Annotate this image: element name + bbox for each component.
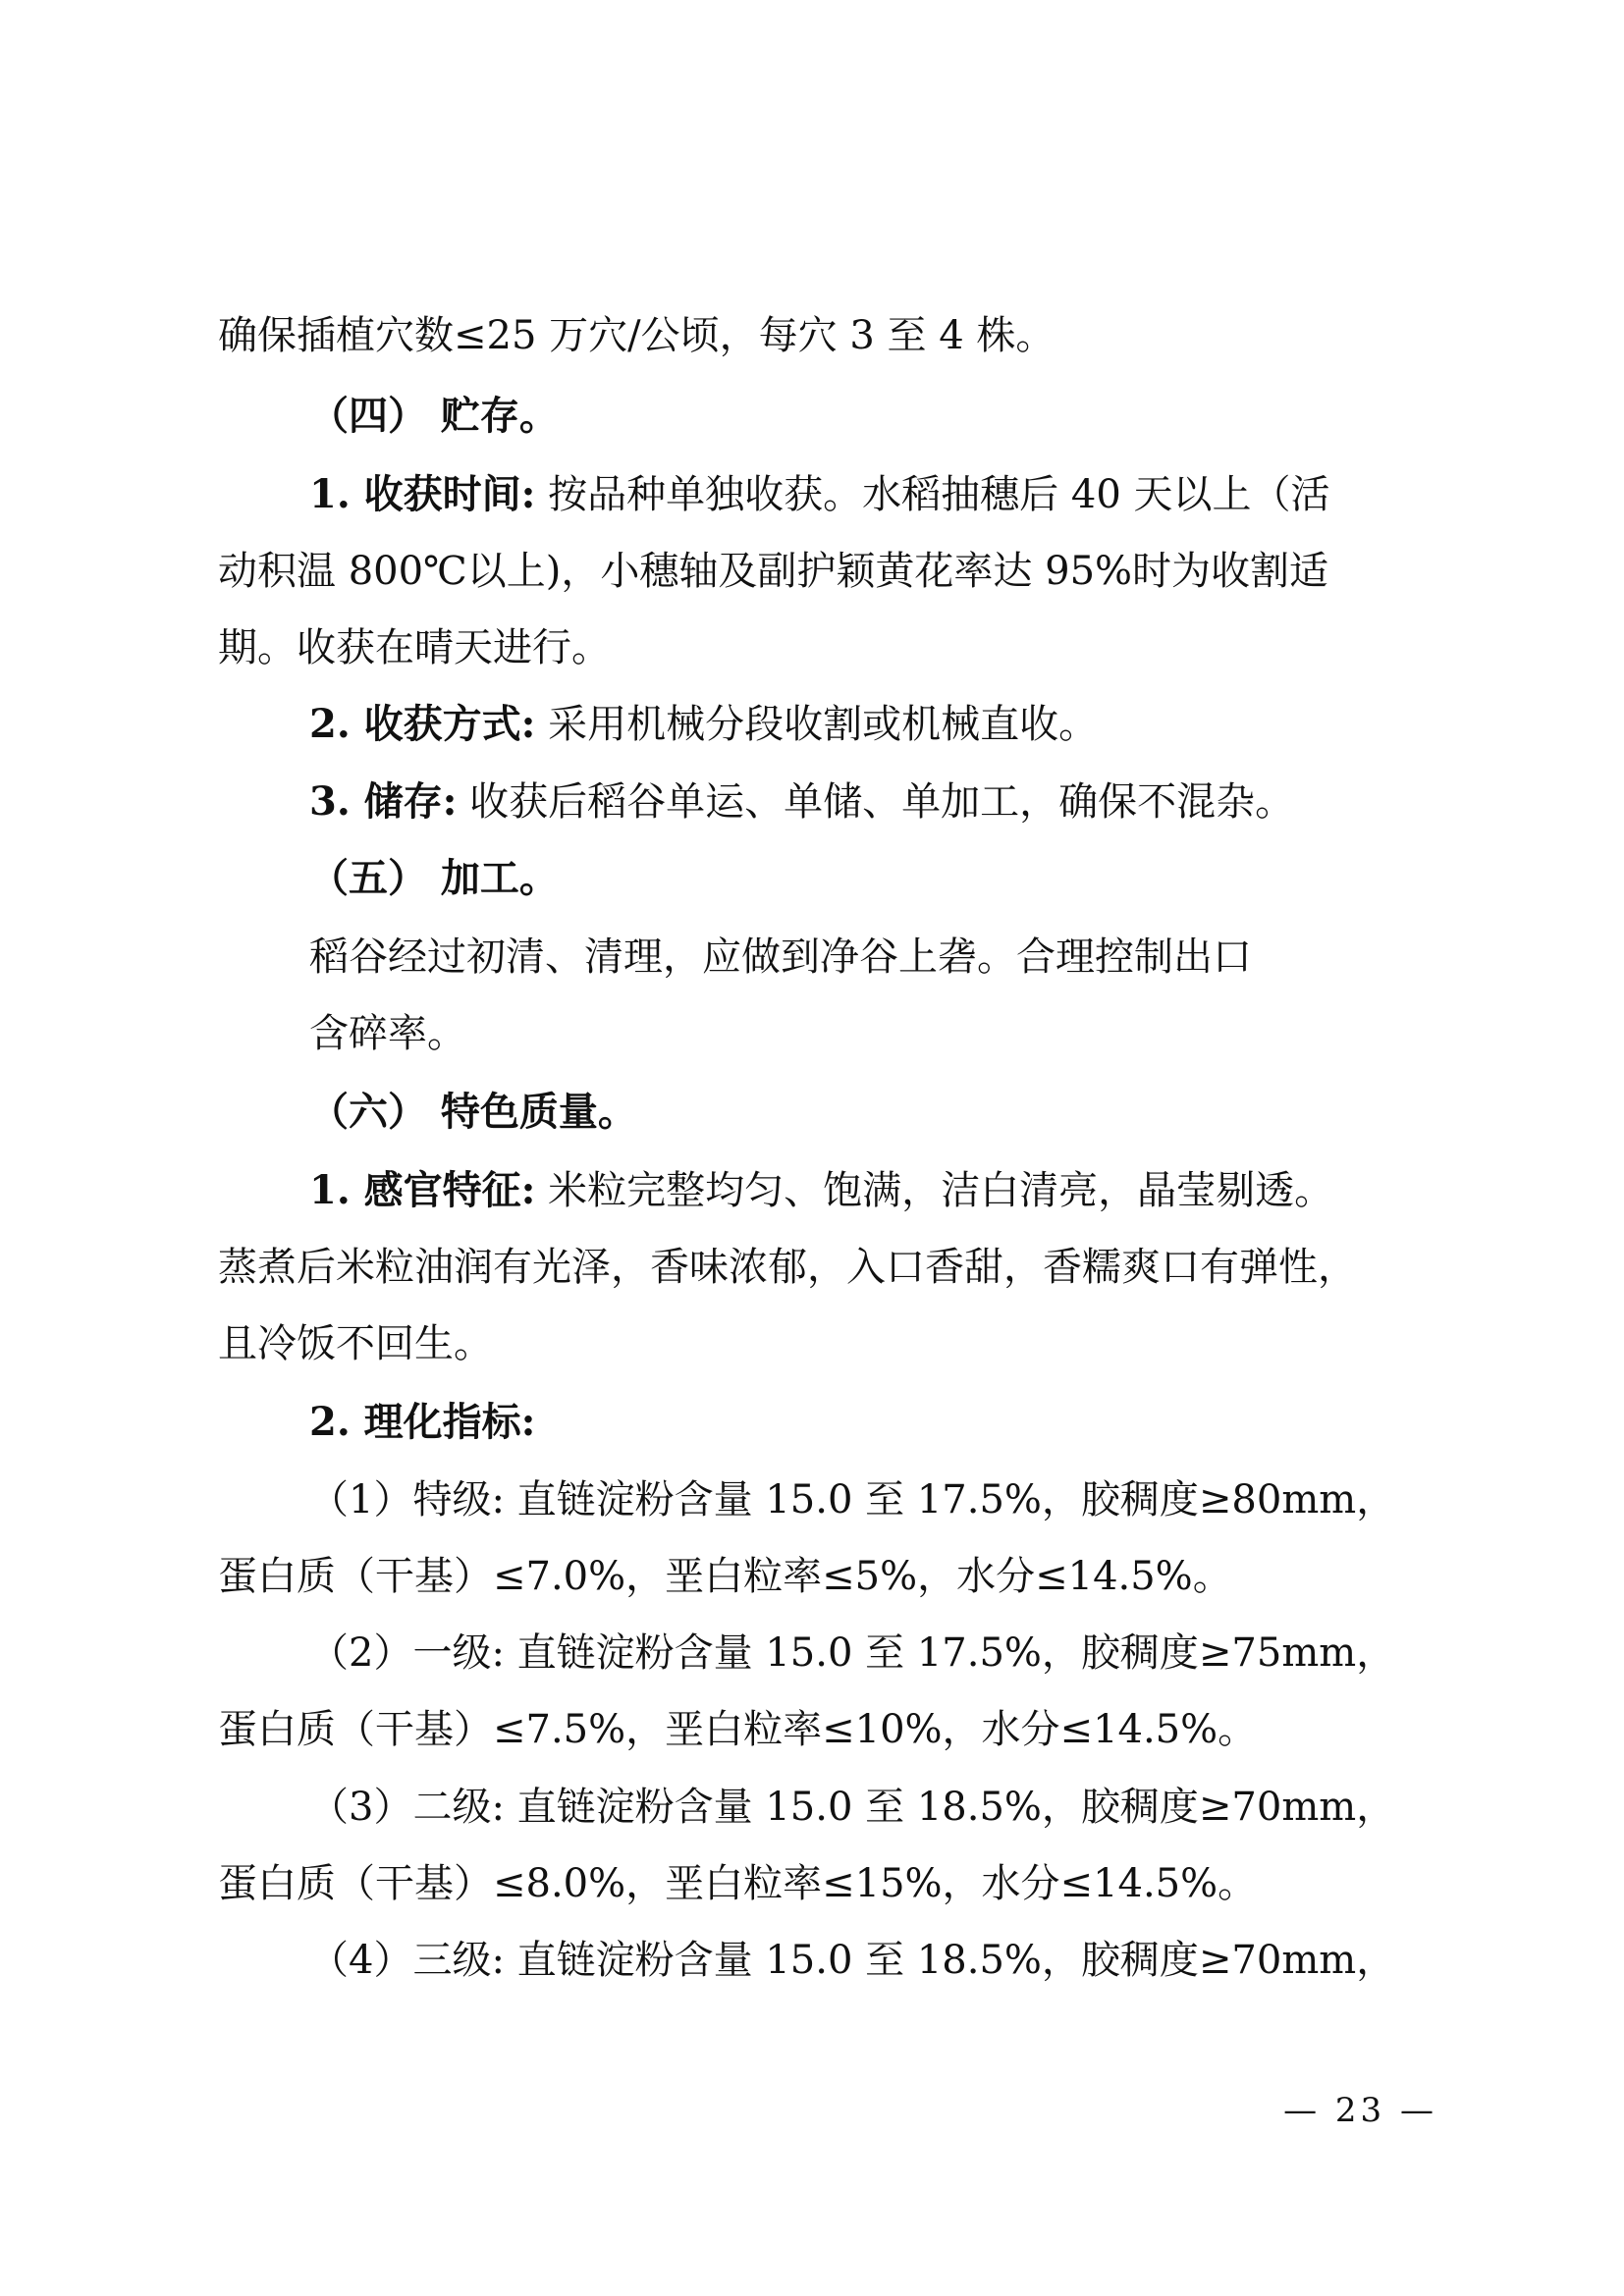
line-heading: 2. 收获方式:: [309, 701, 536, 747]
text-line: [218, 549, 1329, 594]
text-line: [309, 701, 1099, 747]
section-heading-storage: [309, 393, 559, 439]
line-text: （1）特级: 直链淀粉含量 15.0 至 17.5%，胶稠度≥80mm，: [309, 1477, 1396, 1522]
line-text: 含碎率。: [309, 1011, 466, 1056]
line-text: （3）二级: 直链淀粉含量 15.0 至 18.5%，胶稠度≥70mm，: [309, 1785, 1396, 1830]
text-line: [218, 1245, 1357, 1290]
line-text: 蒸煮后米粒油润有光泽，香味浓郁，入口香甜，香糯爽口有弹性，: [218, 1245, 1357, 1290]
text-line: [309, 1477, 1396, 1522]
line-text: 采用机械分段收割或机械直收。: [548, 702, 1099, 747]
text-line: [309, 471, 1330, 517]
text-line: [309, 1011, 466, 1056]
section-heading-processing: [309, 855, 559, 901]
line-heading: （四） 贮存。: [309, 393, 559, 439]
line-text: 确保插植穴数≤25 万穴/公顷，每穴 3 至 4 株。: [218, 313, 1056, 358]
line-heading: 3. 储存:: [309, 778, 458, 825]
text-line: [218, 1554, 1232, 1599]
line-text: （2）一级: 直链淀粉含量 15.0 至 17.5%，胶稠度≥75mm，: [309, 1630, 1396, 1676]
line-text: 米粒完整均匀、饱满，洁白清亮，晶莹剔透。: [548, 1168, 1334, 1213]
text-line: [218, 1707, 1258, 1752]
text-line: [309, 1167, 1334, 1213]
text-line: [309, 1630, 1396, 1676]
page-number: — 23 —: [1283, 2091, 1437, 2130]
line-heading: （六） 特色质量。: [309, 1089, 637, 1135]
section-heading-quality: [309, 1089, 637, 1135]
line-text: 稻谷经过初清、清理，应做到净谷上砻。合理控制出口: [309, 934, 1252, 980]
text-line: [309, 1938, 1396, 1983]
line-heading: 2. 理化指标:: [309, 1399, 536, 1445]
line-text: 蛋白质（干基）≤7.5%，垩白粒率≤10%，水分≤14.5%。: [218, 1707, 1258, 1752]
text-line: [309, 934, 1252, 980]
line-text: 期。收获在晴天进行。: [218, 625, 611, 670]
text-line: [309, 1785, 1396, 1830]
subheading-physicochemical: [309, 1399, 536, 1445]
line-text: 蛋白质（干基）≤7.0%，垩白粒率≤5%，水分≤14.5%。: [218, 1554, 1232, 1599]
line-text: 蛋白质（干基）≤8.0%，垩白粒率≤15%，水分≤14.5%。: [218, 1861, 1258, 1906]
line-text: 收获后稻谷单运、单储、单加工，确保不混杂。: [469, 779, 1295, 825]
line-text: 动积温 800℃以上)，小穗轴及副护颖黄花率达 95%时为收割适: [218, 549, 1329, 594]
line-heading: （五） 加工。: [309, 855, 559, 901]
line-heading: 1. 感官特征:: [309, 1167, 536, 1213]
line-text: 按品种单独收获。水稻抽穗后 40 天以上（活: [548, 472, 1330, 517]
line-text: （4）三级: 直链淀粉含量 15.0 至 18.5%，胶稠度≥70mm，: [309, 1938, 1396, 1983]
text-line: [218, 1321, 493, 1366]
text-line: [309, 778, 1295, 825]
line-heading: 1. 收获时间:: [309, 471, 536, 517]
text-line: [218, 625, 611, 670]
text-line: [218, 1861, 1258, 1906]
line-text: 且冷饭不回生。: [218, 1321, 493, 1366]
text-line: [218, 313, 1056, 358]
